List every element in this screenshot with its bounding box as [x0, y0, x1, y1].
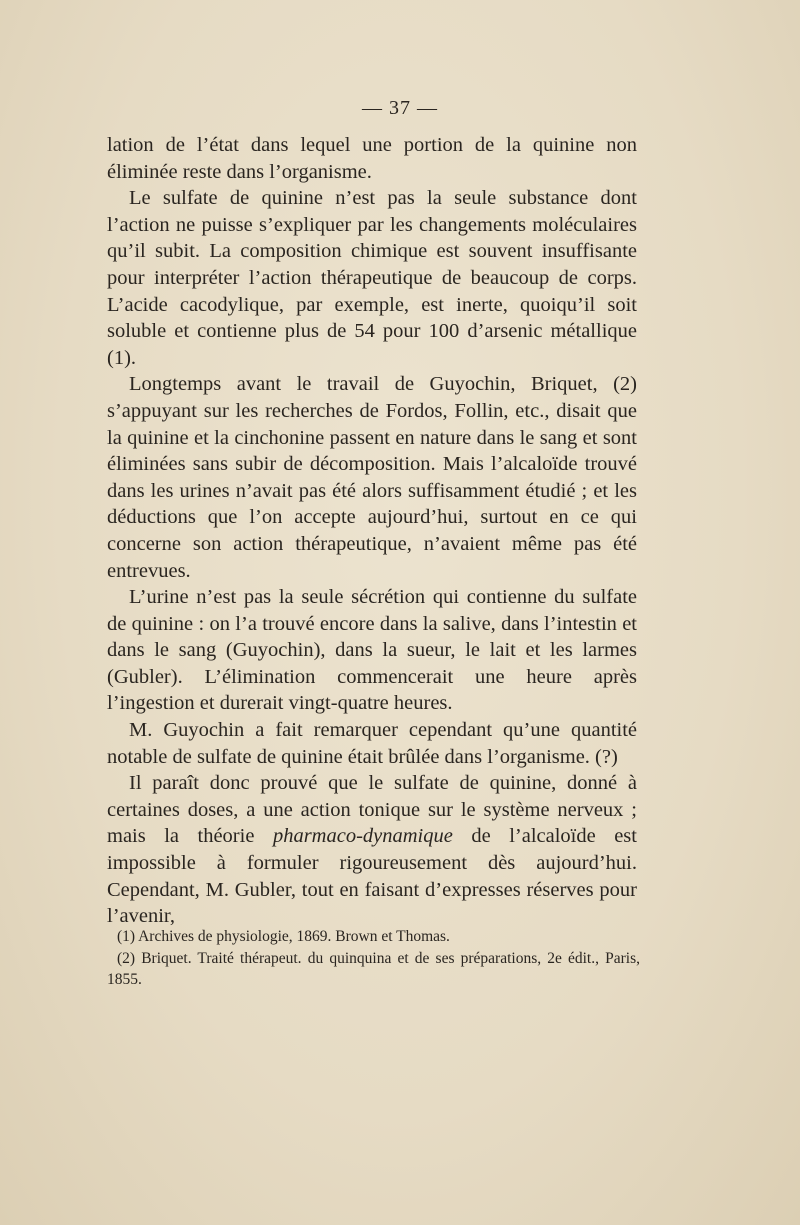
paragraph-1: lation de l’état dans lequel une portion de la quinine non éliminée reste dans l’organisme.: [107, 134, 637, 183]
footnotes: [107, 926, 640, 991]
italic-term: pharmaco-dynamique: [272, 825, 453, 848]
paragraph-5: M. Guyochin a fait remarquer cependant qu’une quantité notable de sulfate de quinine était brûlée dans l’organisme. (?): [107, 719, 637, 768]
paragraph-6-start: Il paraît donc prouvé que le sulfate de quinine, donné à certaines doses, a une action tonique sur le système nerveux ; mais la théorie: [107, 772, 637, 848]
paragraph-6-end: de l’alcaloïde est impossible à formuler rigoureusement dès aujourd’hui. Cependant, M. Gubler, tout en faisant d’expresses réserves pour l’avenir,: [107, 825, 637, 928]
footnote-1: (1) Archives de physiologie, 1869. Brown et Thomas.: [117, 928, 450, 945]
page-number: — 37 —: [362, 97, 438, 119]
body-text: [107, 132, 637, 930]
paragraph-4: L’urine n’est pas la seule sécrétion qui contienne du sulfate de quinine : on l’a trouvé encore dans la salive, dans l’intestin et dans le sang (Guyochin), dans la sueur, le lait et les larmes (Gubler). L’élimination commencerait une heure après l’ingestion et durerait vingt-quatre heures.: [107, 586, 637, 715]
paragraph-3: Longtemps avant le travail de Guyochin, Briquet, (2) s’appuyant sur les recherches de Fordos, Follin, etc., disait que la quinine et la cinchonine passent en nature dans le sang et sont éliminées sans subir de décomposition. Mais l’alcaloïde trouvé dans les urines n’avait pas été alors suffisamment étudié ; et les déductions que l’on accepte aujourd’hui, surtout en ce qui concerne son action thérapeutique, n’avaient même pas été entrevues.: [107, 373, 637, 582]
paragraph-2: Le sulfate de quinine n’est pas la seule substance dont l’action ne puisse s’expliquer par les changements moléculaires qu’il subit. La composition chimique est souvent insuffisante pour interpréter l’action thérapeutique de beaucoup de corps. L’acide cacodylique, par exemple, est inerte, quoiqu’il soit soluble et contienne plus de 54 pour 100 d’arsenic métallique (1).: [107, 187, 637, 369]
paragraph-6: [107, 770, 637, 930]
footnote-2: (2) Briquet. Traité thérapeut. du quinquina et de ses préparations, 2e édit., Paris, 1855.: [107, 949, 640, 988]
